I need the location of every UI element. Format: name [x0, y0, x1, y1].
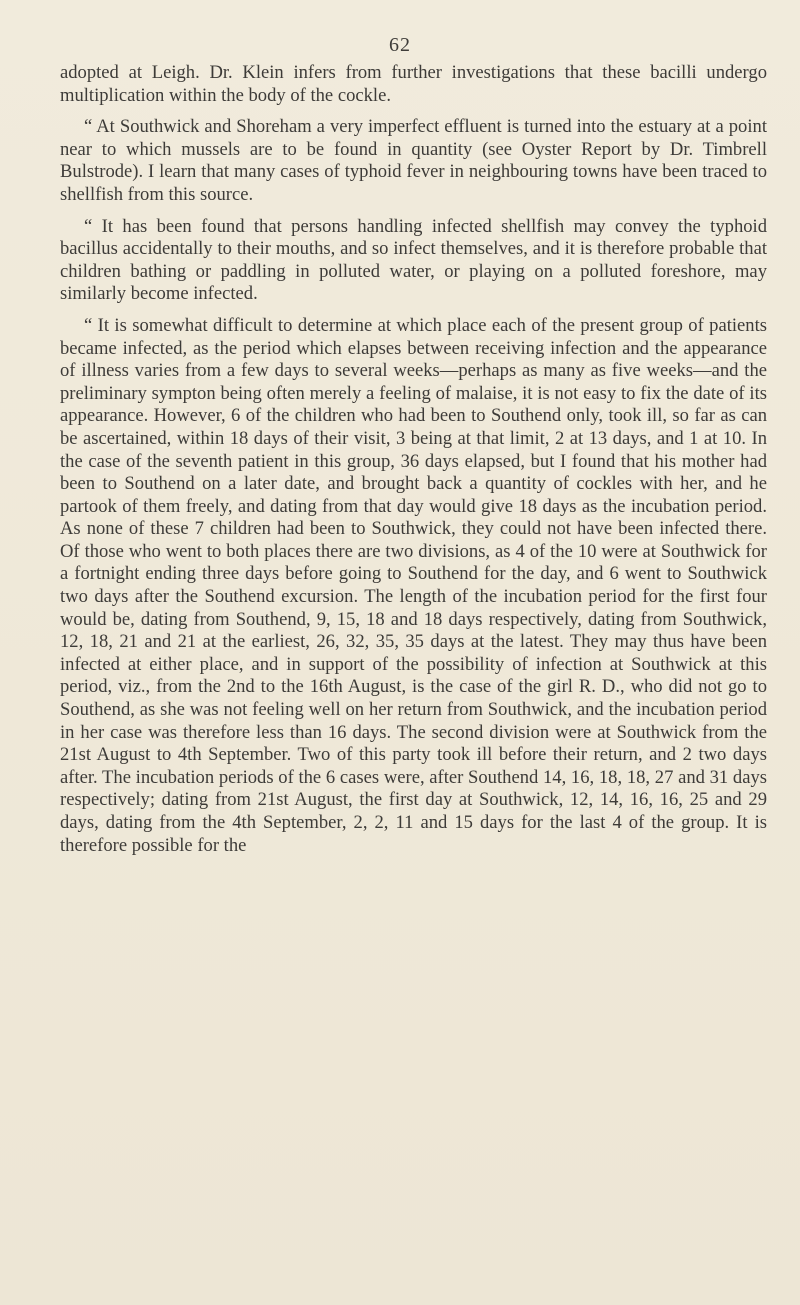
- page-number: 62: [389, 34, 411, 56]
- paragraph-shellfish-handling: “ It has been found that persons handling infected shellfish may convey the typhoid bacillus accidentally to their mouths, and so infect themselves, and it is therefore probable that children bathing or paddling in polluted water, or playing on a polluted foreshore, may similarly become infected.: [60, 215, 767, 305]
- paragraph-southwick-effluent: “ At Southwick and Shoreham a very imperfect effluent is turned into the estuary at a point near to which mussels are to be found in quantity (see Oyster Report by Dr. Timbrell Bulstrode). I learn that many cases of typhoid fever in neighbouring towns have been traced to shellfish from this source.: [60, 116, 767, 205]
- body-text: [60, 62, 767, 866]
- paragraph-incubation-analysis: “ It is somewhat difficult to determine at which place each of the present group of patients became infected, as the period which elapses between receiving infection and the appearance of illness varies from a few days to several weeks—perhaps as many as five weeks—and the preliminary sympton being often merely a feeling of malaise, it is not easy to fix the date of its appearance. However, 6 of the children who had been to Southend only, took ill, so far as can be ascertained, within 18 days of their visit, 3 being at that limit, 2 at 13 days, and 1 at 10. In the case of the seventh patient in this group, 36 days elapsed, but I found that his mother had been to Southend on a later date, and brought back a quantity of cockles with her, and he partook of them freely, and dating from that day would give 18 days as the incubation period. As none of these 7 children had been to Southwick, they could not have been infected there. Of those who went to both places there are two divisions, as 4 of the 10 were at Southwick for a fortnight ending three days before going to Southend for the day, and 6 went to Southwick two days after the Southend excursion. The length of the incubation period for the first four would be, dating from Southend, 9, 15, 18 and 18 days respectively, dating from Southwick, 12, 18, 21 and 21 at the earliest, 26, 32, 35, 35 days at the latest. They may thus have been infected at either place, and in support of the possibility of infection at Southwick at this period, viz., from the 2nd to the 16th August, is the case of the girl R. D., who did not go to Southend, as she was not feeling well on her return from Southwick, and the incubation period in her case was therefore less than 16 days. The second division were at Southwick from the 21st August to 4th September. Two of this party took ill before their return, and 2 two days after. The incubation periods of the 6 cases were, after Southend 14, 16, 18, 18, 27 and 31 days respectively; dating from 21st August, the first day at Southwick, 12, 14, 16, 16, 25 and 29 days, dating from the 4th September, 2, 2, 11 and 15 days for the last 4 of the group. It is therefore possible for the: [60, 314, 767, 856]
- paragraph-continuation: adopted at Leigh. Dr. Klein infers from further investigations that these bacilli undergo multiplication within the body of the cockle.: [60, 62, 767, 106]
